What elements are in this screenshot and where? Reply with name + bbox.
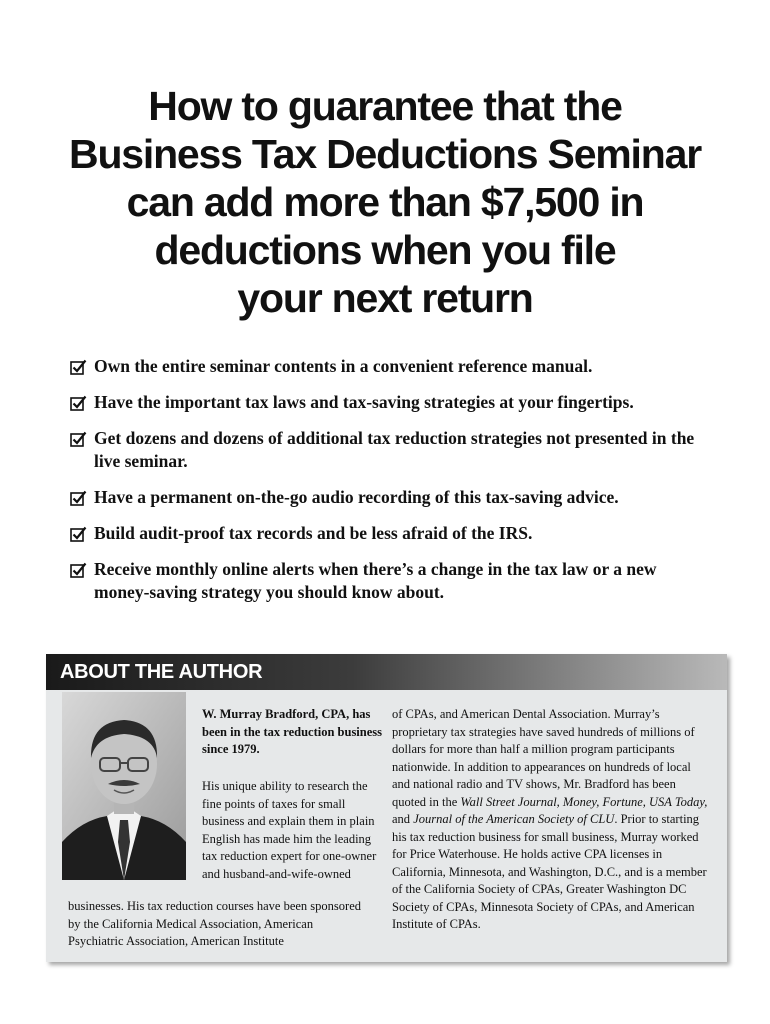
about-the-author-box [46, 654, 727, 962]
benefit-text: Build audit-proof tax records and be less afraid of the IRS. [94, 523, 533, 543]
benefit-text: Receive monthly online alerts when there’s a change in the tax law or a new money-saving strategy you should know about. [94, 559, 657, 602]
headline-line-2: Business Tax Deductions Seminar [69, 131, 701, 177]
author-bio-column-1-continued: businesses. His tax reduction courses have been sponsored by the California Medical Association, American Psychiatric Association, American Institute [68, 899, 361, 948]
headline [40, 82, 730, 322]
author-intro: W. Murray Bradford, CPA, has been in the tax reduction business since 1979. [202, 707, 383, 756]
benefit-text: Get dozens and dozens of additional tax reduction strategies not presented in the live seminar. [94, 428, 695, 471]
checkbox-check-icon [70, 490, 87, 507]
headline-line-4: deductions when you file [154, 227, 616, 273]
bio-text: and [392, 812, 414, 826]
benefit-item [70, 486, 710, 509]
author-bio-column-1: His unique ability to research the fine points of taxes for small business and explain them in plain English has made him the leading tax reduction expert for one-owner and husband-and-wife-owned [202, 779, 377, 881]
checkbox-check-icon [70, 431, 87, 448]
benefit-item [70, 522, 710, 545]
checkbox-check-icon [70, 526, 87, 543]
benefit-item [70, 427, 710, 473]
benefit-item [70, 355, 710, 378]
benefit-text: Own the entire seminar contents in a convenient reference manual. [94, 356, 593, 376]
bio-text: of CPAs, and American Dental Association. Murray’s proprietary tax strategies have saved hundreds of millions of dollars for more than half a million program participants nationwide. In addition to appearances on hundreds of local and national radio and TV shows, Mr. Bradford has been quoted in the [392, 707, 695, 809]
benefit-item [70, 391, 710, 414]
benefits-list [70, 355, 710, 617]
benefit-item [70, 558, 710, 604]
about-heading: ABOUT THE AUTHOR [46, 654, 727, 690]
benefit-text: Have a permanent on-the-go audio recording of this tax-saving advice. [94, 487, 619, 507]
checkbox-check-icon [70, 359, 87, 376]
benefit-text: Have the important tax laws and tax-saving strategies at your fingertips. [94, 392, 634, 412]
publication-names: Journal of the American Society of CLU [413, 812, 615, 826]
checkbox-check-icon [70, 395, 87, 412]
checkbox-check-icon [70, 562, 87, 579]
author-bio-column-2 [392, 706, 712, 934]
author-photo [62, 692, 186, 880]
publication-names: Wall Street Journal, Money, Fortune, USA Today, [460, 794, 708, 809]
headline-line-1: How to guarantee that the [148, 83, 622, 129]
headline-line-5: your next return [237, 275, 533, 321]
headline-line-3: can add more than $7,500 in [126, 179, 644, 225]
bio-text: . Prior to starting his tax reduction business for small business, Murray worked for Price Waterhouse. He holds active CPA licenses in California, Minnesota, and Washington, D.C., and is a member of the California Society of CPAs, Greater Washington DC Society of CPAs, Minnesota Society of CPAs, and American Institute of CPAs. [392, 812, 707, 931]
